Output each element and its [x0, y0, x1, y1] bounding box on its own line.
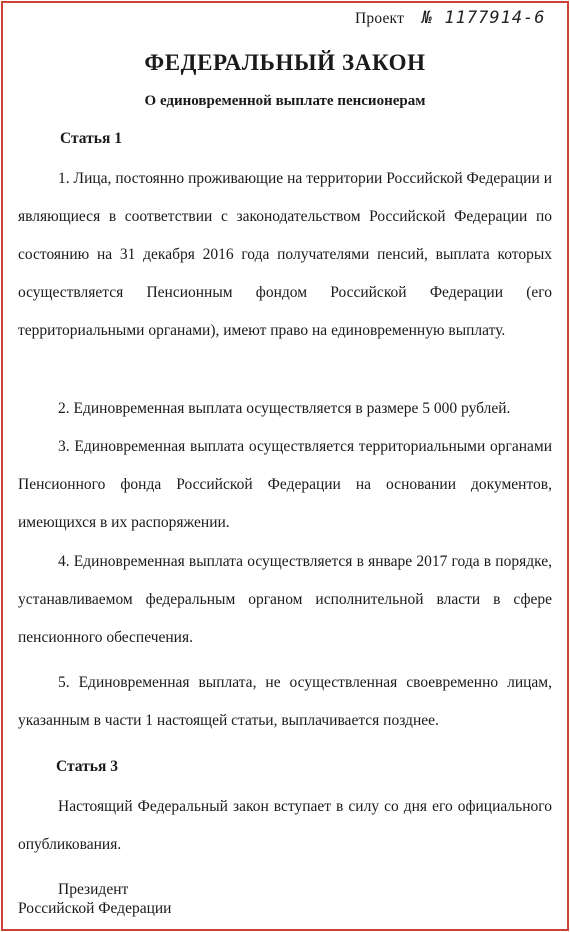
article-1-part-1: 1. Лица, постоянно проживающие на территории Российской Федерации и являющиеся в соответствии с законодательством Российской Федерации по состоянию на 31 декабря 2016 года получателями пенсий, выплата которых осуществляется Пенсионным фондом Российской Федерации (его территориальными органами), имеют право на единовременную выплату. — [18, 170, 552, 339]
article-1-part-2: 2. Единовременная выплата осуществляется в размере 5 000 рублей. — [58, 400, 511, 417]
signature-title: Президент — [58, 881, 129, 898]
signature-block — [18, 880, 171, 918]
article-3-heading: Статья 3 — [56, 758, 118, 775]
article-1-part-5: 5. Единовременная выплата, не осуществленная своевременно лицам, указанным в части 1 настоящей статьи, выплачивается позднее. — [18, 674, 552, 729]
article-1-part-4: 4. Единовременная выплата осуществляется в январе 2017 года в порядке, устанавливаемом федеральным органом исполнительной власти в сфере пенсионного обеспечения. — [18, 553, 552, 646]
signature-office: Российской Федерации — [18, 900, 172, 917]
document-title: ФЕДЕРАЛЬНЫЙ ЗАКОН — [144, 50, 426, 75]
article-1-part-3: 3. Единовременная выплата осуществляется территориальными органами Пенсионного фонда Российской Федерации на основании документов, имеющихся в их распоряжении. — [18, 438, 552, 531]
document-subtitle: О единовременной выплате пенсионерам — [144, 93, 426, 109]
project-stamp — [355, 8, 546, 28]
article-3-text: Настоящий Федеральный закон вступает в силу со дня его официального опубликования. — [18, 798, 552, 853]
project-number: № 1177914-6 — [421, 8, 546, 28]
project-label: Проект — [355, 10, 405, 27]
article-1-heading: Статья 1 — [60, 130, 122, 147]
